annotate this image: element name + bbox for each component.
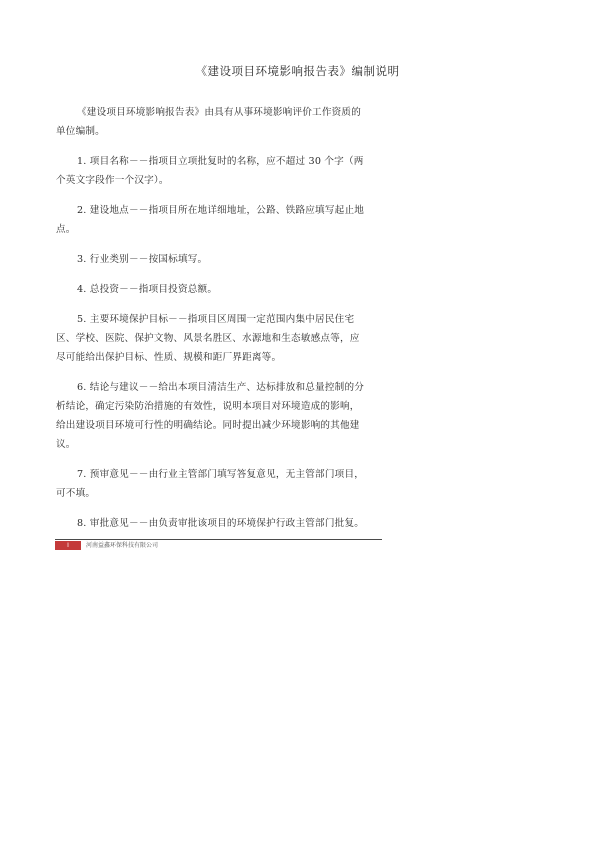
document-body bbox=[56, 103, 376, 533]
item-1-line: 1. 项目名称－－指项目立项批复时的名称，应不超过 30 个字（两 bbox=[77, 156, 364, 167]
intro-paragraph-line: 《建设项目环境影响报告表》由具有从事环境影响评价工作资质的 bbox=[77, 107, 362, 118]
document-title: 《建设项目环境影响报告表》编制说明 bbox=[195, 64, 400, 78]
footer-company-name: 河南益鑫环保科技有限公司 bbox=[86, 542, 159, 549]
footer-page-badge: I bbox=[55, 541, 81, 550]
item-2-line: 点。 bbox=[56, 224, 76, 235]
intro-paragraph-line: 单位编制。 bbox=[56, 126, 105, 137]
item-2-line: 2. 建设地点－－指项目所在地详细地址，公路、铁路应填写起止地 bbox=[77, 205, 365, 216]
item-5-line: 尽可能给出保护目标、性质、规模和距厂界距离等。 bbox=[56, 352, 282, 363]
item-7-line: 7. 预审意见－－由行业主管部门填写答复意见，无主管部门项目， bbox=[77, 469, 365, 480]
item-4-line: 4. 总投资－－指项目投资总额。 bbox=[77, 284, 218, 295]
item-3-line: 3. 行业类别－－按国标填写。 bbox=[77, 254, 208, 265]
item-5-line: 5. 主要环境保护目标－－指项目区周围一定范围内集中居民住宅 bbox=[77, 314, 355, 325]
item-8-line: 8. 审批意见－－由负责审批该项目的环境保护行政主管部门批复。 bbox=[77, 518, 365, 529]
item-6-line: 6. 结论与建议－－给出本项目清洁生产、达标排放和总量控制的分 bbox=[77, 382, 365, 393]
item-1-line: 个英文字段作一个汉字）。 bbox=[56, 175, 169, 186]
item-6-line: 议。 bbox=[56, 439, 76, 450]
item-7-line: 可不填。 bbox=[56, 488, 96, 499]
footer-divider bbox=[55, 539, 382, 540]
item-6-line: 给出建设项目环境可行性的明确结论。同时提出减少环境影响的其他建 bbox=[56, 420, 360, 431]
item-5-line: 区、学校、医院、保护文物、风景名胜区、水源地和生态敏感点等，应 bbox=[56, 333, 360, 344]
item-6-line: 析结论，确定污染防治措施的有效性，说明本项目对环境造成的影响， bbox=[56, 401, 360, 412]
